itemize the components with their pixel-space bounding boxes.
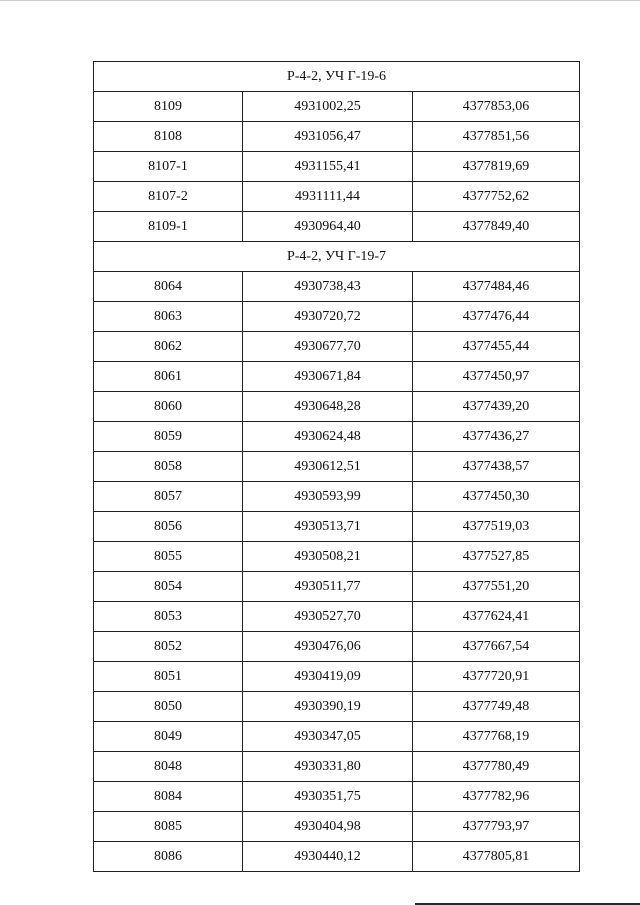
point-number-cell: 8084 xyxy=(94,782,243,812)
x-coordinate-cell: 4930351,75 xyxy=(243,782,413,812)
table-row xyxy=(94,182,580,212)
y-coordinate-cell: 4377624,41 xyxy=(413,602,580,632)
section-header-row xyxy=(94,62,580,92)
section-header-row xyxy=(94,242,580,272)
x-coordinate-cell: 4930347,05 xyxy=(243,722,413,752)
table-row xyxy=(94,422,580,452)
y-coordinate-cell: 4377793,97 xyxy=(413,812,580,842)
x-coordinate-cell: 4930476,06 xyxy=(243,632,413,662)
x-coordinate-cell: 4930511,77 xyxy=(243,572,413,602)
x-coordinate-cell: 4930671,84 xyxy=(243,362,413,392)
table-row xyxy=(94,152,580,182)
section-title: Р-4-2, УЧ Г-19-6 xyxy=(94,62,580,92)
point-number-cell: 8062 xyxy=(94,332,243,362)
y-coordinate-cell: 4377749,48 xyxy=(413,692,580,722)
table-row xyxy=(94,332,580,362)
point-number-cell: 8051 xyxy=(94,662,243,692)
point-number-cell: 8055 xyxy=(94,542,243,572)
x-coordinate-cell: 4930648,28 xyxy=(243,392,413,422)
y-coordinate-cell: 4377527,85 xyxy=(413,542,580,572)
y-coordinate-cell: 4377450,30 xyxy=(413,482,580,512)
y-coordinate-cell: 4377455,44 xyxy=(413,332,580,362)
y-coordinate-cell: 4377476,44 xyxy=(413,302,580,332)
table-row xyxy=(94,752,580,782)
point-number-cell: 8085 xyxy=(94,812,243,842)
point-number-cell: 8056 xyxy=(94,512,243,542)
point-number-cell: 8107-1 xyxy=(94,152,243,182)
point-number-cell: 8053 xyxy=(94,602,243,632)
x-coordinate-cell: 4930527,70 xyxy=(243,602,413,632)
y-coordinate-cell: 4377768,19 xyxy=(413,722,580,752)
table-row xyxy=(94,572,580,602)
point-number-cell: 8050 xyxy=(94,692,243,722)
table-row xyxy=(94,482,580,512)
point-number-cell: 8109 xyxy=(94,92,243,122)
y-coordinate-cell: 4377720,91 xyxy=(413,662,580,692)
y-coordinate-cell: 4377439,20 xyxy=(413,392,580,422)
point-number-cell: 8109-1 xyxy=(94,212,243,242)
y-coordinate-cell: 4377780,49 xyxy=(413,752,580,782)
x-coordinate-cell: 4930612,51 xyxy=(243,452,413,482)
point-number-cell: 8052 xyxy=(94,632,243,662)
table-row xyxy=(94,392,580,422)
table-row xyxy=(94,692,580,722)
coordinates-table-body xyxy=(94,62,580,872)
y-coordinate-cell: 4377849,40 xyxy=(413,212,580,242)
x-coordinate-cell: 4931111,44 xyxy=(243,182,413,212)
x-coordinate-cell: 4930964,40 xyxy=(243,212,413,242)
x-coordinate-cell: 4930331,80 xyxy=(243,752,413,782)
table-row xyxy=(94,722,580,752)
x-coordinate-cell: 4931056,47 xyxy=(243,122,413,152)
y-coordinate-cell: 4377436,27 xyxy=(413,422,580,452)
x-coordinate-cell: 4930404,98 xyxy=(243,812,413,842)
y-coordinate-cell: 4377851,56 xyxy=(413,122,580,152)
x-coordinate-cell: 4930513,71 xyxy=(243,512,413,542)
table-row xyxy=(94,212,580,242)
table-row xyxy=(94,602,580,632)
table-row xyxy=(94,782,580,812)
table-row xyxy=(94,542,580,572)
point-number-cell: 8063 xyxy=(94,302,243,332)
point-number-cell: 8057 xyxy=(94,482,243,512)
y-coordinate-cell: 4377853,06 xyxy=(413,92,580,122)
table-row xyxy=(94,812,580,842)
point-number-cell: 8064 xyxy=(94,272,243,302)
point-number-cell: 8086 xyxy=(94,842,243,872)
x-coordinate-cell: 4931155,41 xyxy=(243,152,413,182)
x-coordinate-cell: 4930390,19 xyxy=(243,692,413,722)
table-row xyxy=(94,452,580,482)
point-number-cell: 8054 xyxy=(94,572,243,602)
point-number-cell: 8059 xyxy=(94,422,243,452)
x-coordinate-cell: 4930720,72 xyxy=(243,302,413,332)
x-coordinate-cell: 4930593,99 xyxy=(243,482,413,512)
page-top-edge xyxy=(0,0,640,1)
table-row xyxy=(94,302,580,332)
x-coordinate-cell: 4930624,48 xyxy=(243,422,413,452)
table-row xyxy=(94,92,580,122)
y-coordinate-cell: 4377519,03 xyxy=(413,512,580,542)
table-row xyxy=(94,842,580,872)
point-number-cell: 8048 xyxy=(94,752,243,782)
y-coordinate-cell: 4377805,81 xyxy=(413,842,580,872)
table-row xyxy=(94,512,580,542)
point-number-cell: 8108 xyxy=(94,122,243,152)
y-coordinate-cell: 4377819,69 xyxy=(413,152,580,182)
y-coordinate-cell: 4377484,46 xyxy=(413,272,580,302)
table-row xyxy=(94,632,580,662)
y-coordinate-cell: 4377551,20 xyxy=(413,572,580,602)
table-row xyxy=(94,122,580,152)
x-coordinate-cell: 4930508,21 xyxy=(243,542,413,572)
table-row xyxy=(94,362,580,392)
y-coordinate-cell: 4377752,62 xyxy=(413,182,580,212)
section-title: Р-4-2, УЧ Г-19-7 xyxy=(94,242,580,272)
y-coordinate-cell: 4377438,57 xyxy=(413,452,580,482)
table-row xyxy=(94,662,580,692)
point-number-cell: 8061 xyxy=(94,362,243,392)
point-number-cell: 8060 xyxy=(94,392,243,422)
point-number-cell: 8049 xyxy=(94,722,243,752)
y-coordinate-cell: 4377782,96 xyxy=(413,782,580,812)
x-coordinate-cell: 4930738,43 xyxy=(243,272,413,302)
x-coordinate-cell: 4930419,09 xyxy=(243,662,413,692)
x-coordinate-cell: 4930440,12 xyxy=(243,842,413,872)
x-coordinate-cell: 4931002,25 xyxy=(243,92,413,122)
table-row xyxy=(94,272,580,302)
y-coordinate-cell: 4377450,97 xyxy=(413,362,580,392)
point-number-cell: 8107-2 xyxy=(94,182,243,212)
y-coordinate-cell: 4377667,54 xyxy=(413,632,580,662)
coordinates-table xyxy=(93,61,580,872)
point-number-cell: 8058 xyxy=(94,452,243,482)
x-coordinate-cell: 4930677,70 xyxy=(243,332,413,362)
